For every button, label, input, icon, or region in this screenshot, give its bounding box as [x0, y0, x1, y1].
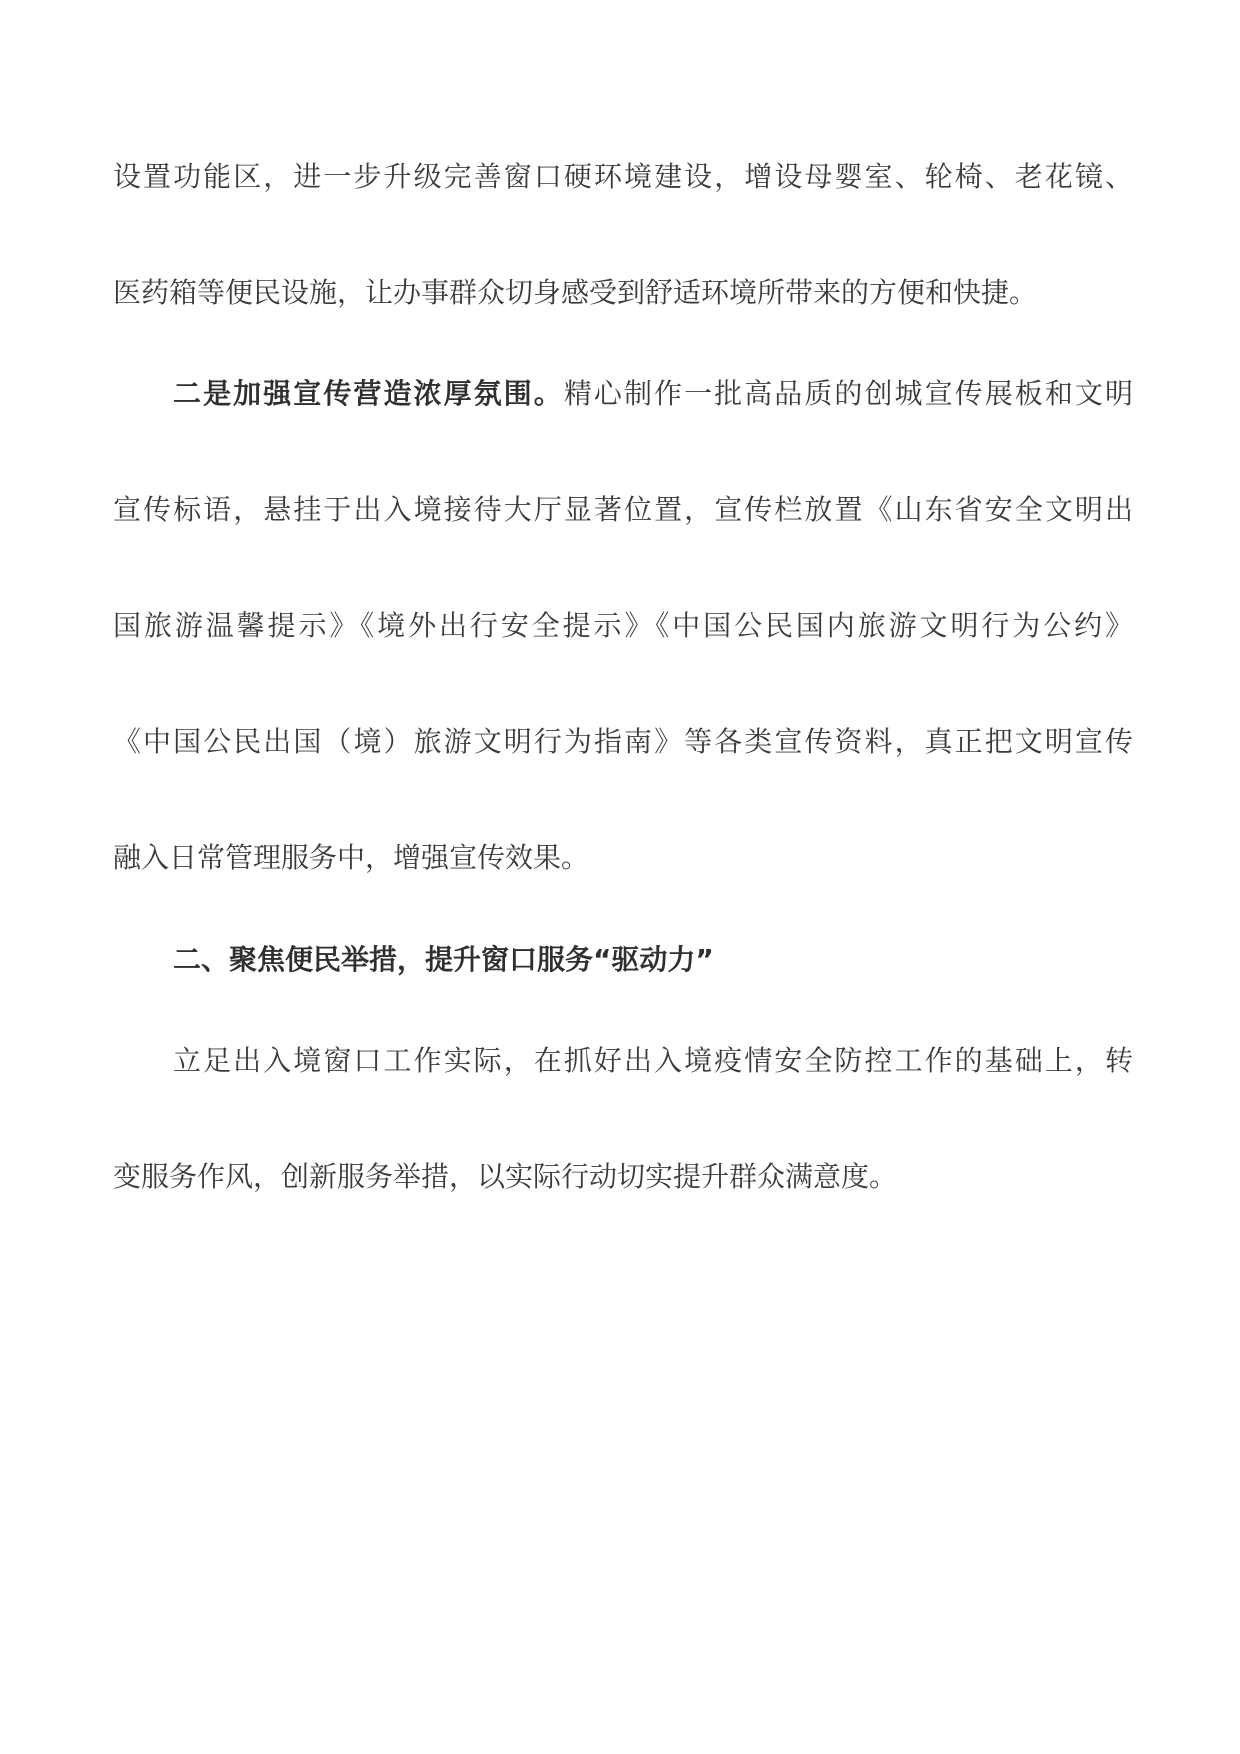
paragraph-3-line-2: 变服务作风，创新服务举措，以实际行动切实提升群众满意度。	[113, 1160, 898, 1193]
paragraph-2-line-2: 宣传标语，悬挂于出入境接待大厅显著位置，宣传栏放置《山东省安全文明出	[113, 493, 1133, 526]
paragraph-1-line-1: 设置功能区，进一步升级完善窗口硬环境建设，增设母婴室、轮椅、老花镜、	[113, 160, 1133, 193]
paragraph-2-line-1	[173, 374, 1133, 414]
paragraph-2-lead: 二是加强宣传营造浓厚氛围。	[173, 377, 564, 410]
paragraph-2-line-5: 融入日常管理服务中，增强宣传效果。	[113, 841, 590, 874]
paragraph-1-line-2: 医药箱等便民设施，让办事群众切身感受到舒适环境所带来的方便和快捷。	[113, 276, 1038, 309]
paragraph-3-line-1: 立足出入境窗口工作实际，在抓好出入境疫情安全防控工作的基础上，转	[173, 1044, 1133, 1077]
paragraph-2-line-4: 《中国公民出国（境）旅游文明行为指南》等各类宣传资料，真正把文明宣传	[113, 725, 1133, 758]
section-heading-2: 二、聚焦便民举措，提升窗口服务“驱动力”	[173, 943, 714, 976]
paragraph-2-line-3: 国旅游温馨提示》《境外出行安全提示》《中国公民国内旅游文明行为公约》	[113, 609, 1133, 642]
paragraph-2-line-1-rest: 精心制作一批高品质的创城宣传展板和文明	[563, 377, 1133, 410]
